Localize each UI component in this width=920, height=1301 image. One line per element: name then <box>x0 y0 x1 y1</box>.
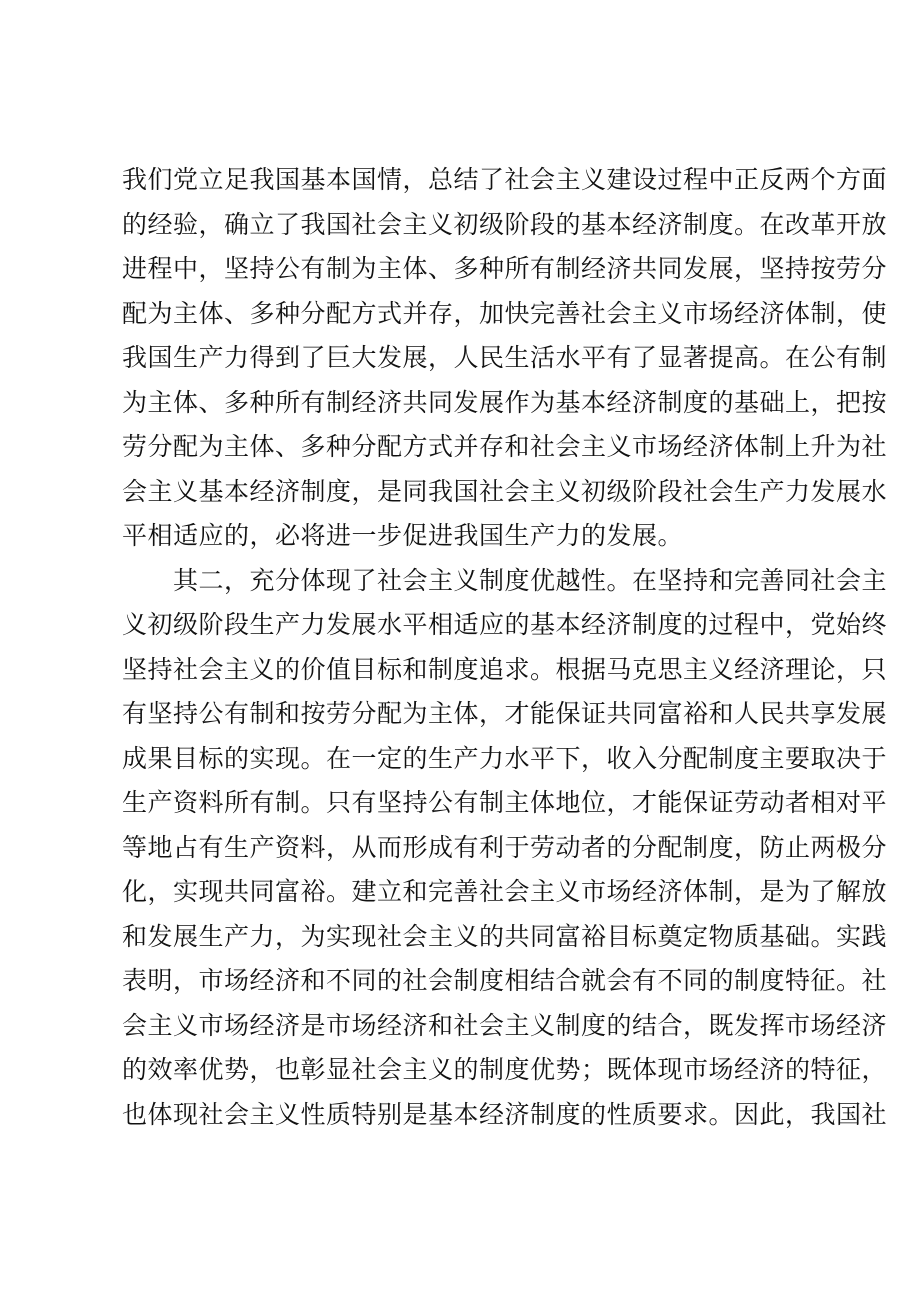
paragraph-line: 成果目标的实现。在一定的生产力水平下，收入分配制度主要取决于 <box>122 743 888 773</box>
body-text <box>122 158 888 1137</box>
paragraph-line: 化，实现共同富裕。建立和完善社会主义市场经济体制，是为了解放 <box>122 877 888 906</box>
paragraph-line: 等地占有生产资料，从而形成有利于劳动者的分配制度，防止两极分 <box>122 832 888 862</box>
paragraph-line: 其二，充分体现了社会主义制度优越性。在坚持和完善同社会主 <box>122 565 888 595</box>
paragraph-line: 我们党立足我国基本国情，总结了社会主义建设过程中正反两个方面 <box>122 165 888 194</box>
paragraph-1 <box>122 158 888 559</box>
paragraph-line: 进程中，坚持公有制为主体、多种所有制经济共同发展，坚持按劳分 <box>122 254 888 283</box>
paragraph-line: 有坚持公有制和按劳分配为主体，才能保证共同富裕和人民共享发展 <box>122 699 888 728</box>
paragraph-line: 表明，市场经济和不同的社会制度相结合就会有不同的制度特征。社 <box>122 966 888 995</box>
paragraph-line: 会主义基本经济制度，是同我国社会主义初级阶段社会生产力发展水 <box>122 476 888 506</box>
paragraph-line: 劳分配为主体、多种分配方式并存和社会主义市场经济体制上升为社 <box>122 432 888 461</box>
paragraph-line: 会主义市场经济是市场经济和社会主义制度的结合，既发挥市场经济 <box>122 1010 888 1040</box>
paragraph-2 <box>122 559 888 1138</box>
paragraph-line: 和发展生产力，为实现社会主义的共同富裕目标奠定物质基础。实践 <box>122 921 888 951</box>
paragraph-line: 生产资料所有制。只有坚持公有制主体地位，才能保证劳动者相对平 <box>122 788 888 817</box>
paragraph-line: 的经验，确立了我国社会主义初级阶段的基本经济制度。在改革开放 <box>122 209 888 239</box>
paragraph-line: 义初级阶段生产力发展水平相适应的基本经济制度的过程中，党始终 <box>122 610 888 639</box>
paragraph-line: 我国生产力得到了巨大发展，人民生活水平有了显著提高。在公有制 <box>122 343 888 372</box>
paragraph-line: 的效率优势，也彰显社会主义的制度优势；既体现市场经济的特征， <box>122 1055 888 1084</box>
paragraph-line: 平相适应的，必将进一步促进我国生产力的发展。 <box>122 521 684 550</box>
paragraph-line: 也体现社会主义性质特别是基本经济制度的性质要求。因此，我国社 <box>122 1099 888 1129</box>
paragraph-line: 坚持社会主义的价值目标和制度追求。根据马克思主义经济理论，只 <box>122 654 888 684</box>
paragraph-line: 配为主体、多种分配方式并存，加快完善社会主义市场经济体制，使 <box>122 298 888 328</box>
paragraph-line: 为主体、多种所有制经济共同发展作为基本经济制度的基础上，把按 <box>122 387 888 417</box>
